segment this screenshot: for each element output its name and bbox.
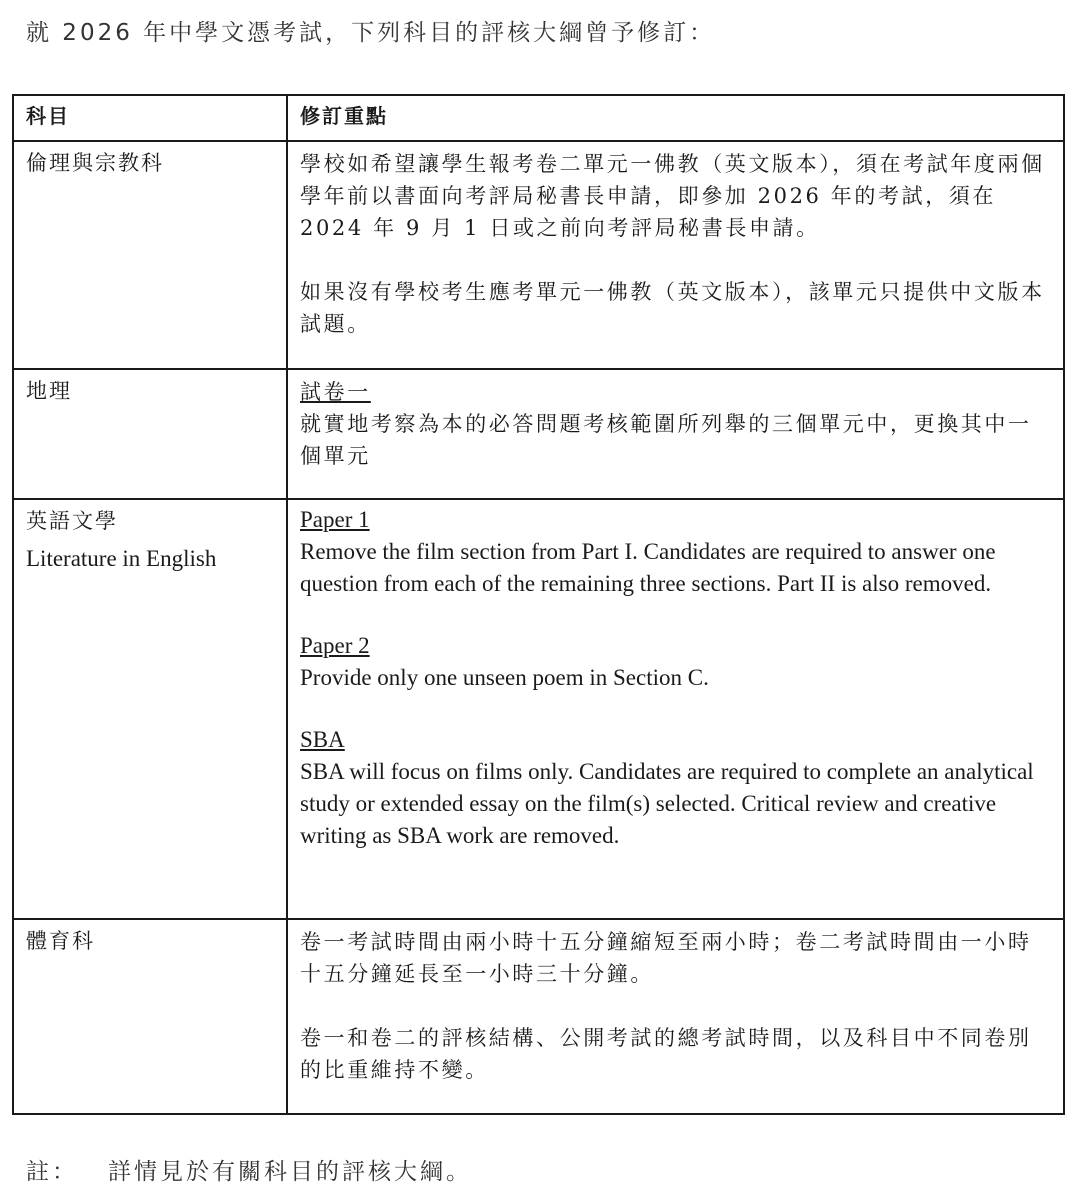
revision-block	[300, 724, 1051, 852]
revision-block	[300, 504, 1051, 600]
paper-label: Paper 1	[300, 507, 370, 532]
revision-cell	[287, 369, 1064, 499]
revision-paragraph: 如果沒有學校考生應考單元一佛教（英文版本），該單元只提供中文版本試題。	[300, 280, 1045, 336]
table-row	[13, 499, 1064, 919]
subject-name-english: Literature in English	[26, 546, 217, 571]
revision-cell	[287, 141, 1064, 369]
subject-cell	[13, 919, 287, 1114]
header-subject: 科目	[13, 95, 287, 141]
footnote-text: 詳情見於有關科目的評核大綱。	[108, 1159, 472, 1185]
table-row	[13, 141, 1064, 369]
subject-name: 倫理與宗教科	[26, 151, 164, 175]
paper-label: Paper 2	[300, 633, 370, 658]
header-revision: 修訂重點	[287, 95, 1064, 141]
revision-paragraph: 就實地考察為本的必答問題考核範圍所列舉的三個單元中，更換其中一個單元	[300, 412, 1032, 468]
subject-cell	[13, 369, 287, 499]
paper-label: SBA	[300, 727, 345, 752]
revision-paragraph: SBA will focus on films only. Candidates are required to complete an analytical study or extended essay on the film(s) selected. Critical review and creative writing as SBA work are removed.	[300, 759, 1034, 848]
table-row	[13, 919, 1064, 1114]
subject-cell	[13, 141, 287, 369]
revision-cell	[287, 499, 1064, 919]
paper-label: 試卷一	[300, 380, 371, 404]
subject-name: 體育科	[26, 929, 95, 953]
revision-paragraph: Remove the film section from Part I. Candidates are required to answer one question from each of the remaining three sections. Part II is also removed.	[300, 539, 996, 596]
revision-paragraph: 學校如希望讓學生報考卷二單元一佛教（英文版本），須在考試年度兩個學年前以書面向考評局秘書長申請，即參加 2026 年的考試，須在 2024 年 9 月 1 日或之前向考評局秘書長申請。	[300, 152, 1045, 240]
revision-block	[300, 630, 1051, 694]
subject-name: 地理	[26, 379, 72, 403]
revision-paragraph: 卷一考試時間由兩小時十五分鐘縮短至兩小時；卷二考試時間由一小時十五分鐘延長至一小時三十分鐘。	[300, 930, 1032, 986]
subject-name: 英語文學	[26, 509, 118, 533]
table-header-row	[13, 95, 1064, 141]
revision-paragraph: 卷一和卷二的評核結構、公開考試的總考試時間，以及科目中不同卷別的比重維持不變。	[300, 1026, 1032, 1082]
table-row	[13, 369, 1064, 499]
revision-table	[12, 94, 1065, 1115]
subject-cell	[13, 499, 287, 919]
intro-text: 就 2026 年中學文憑考試，下列科目的評核大綱曾予修訂：	[26, 20, 716, 46]
footnote-prefix: 註：	[26, 1159, 78, 1185]
footnote	[26, 1153, 472, 1186]
revision-paragraph: Provide only one unseen poem in Section C.	[300, 665, 709, 690]
revision-cell	[287, 919, 1064, 1114]
